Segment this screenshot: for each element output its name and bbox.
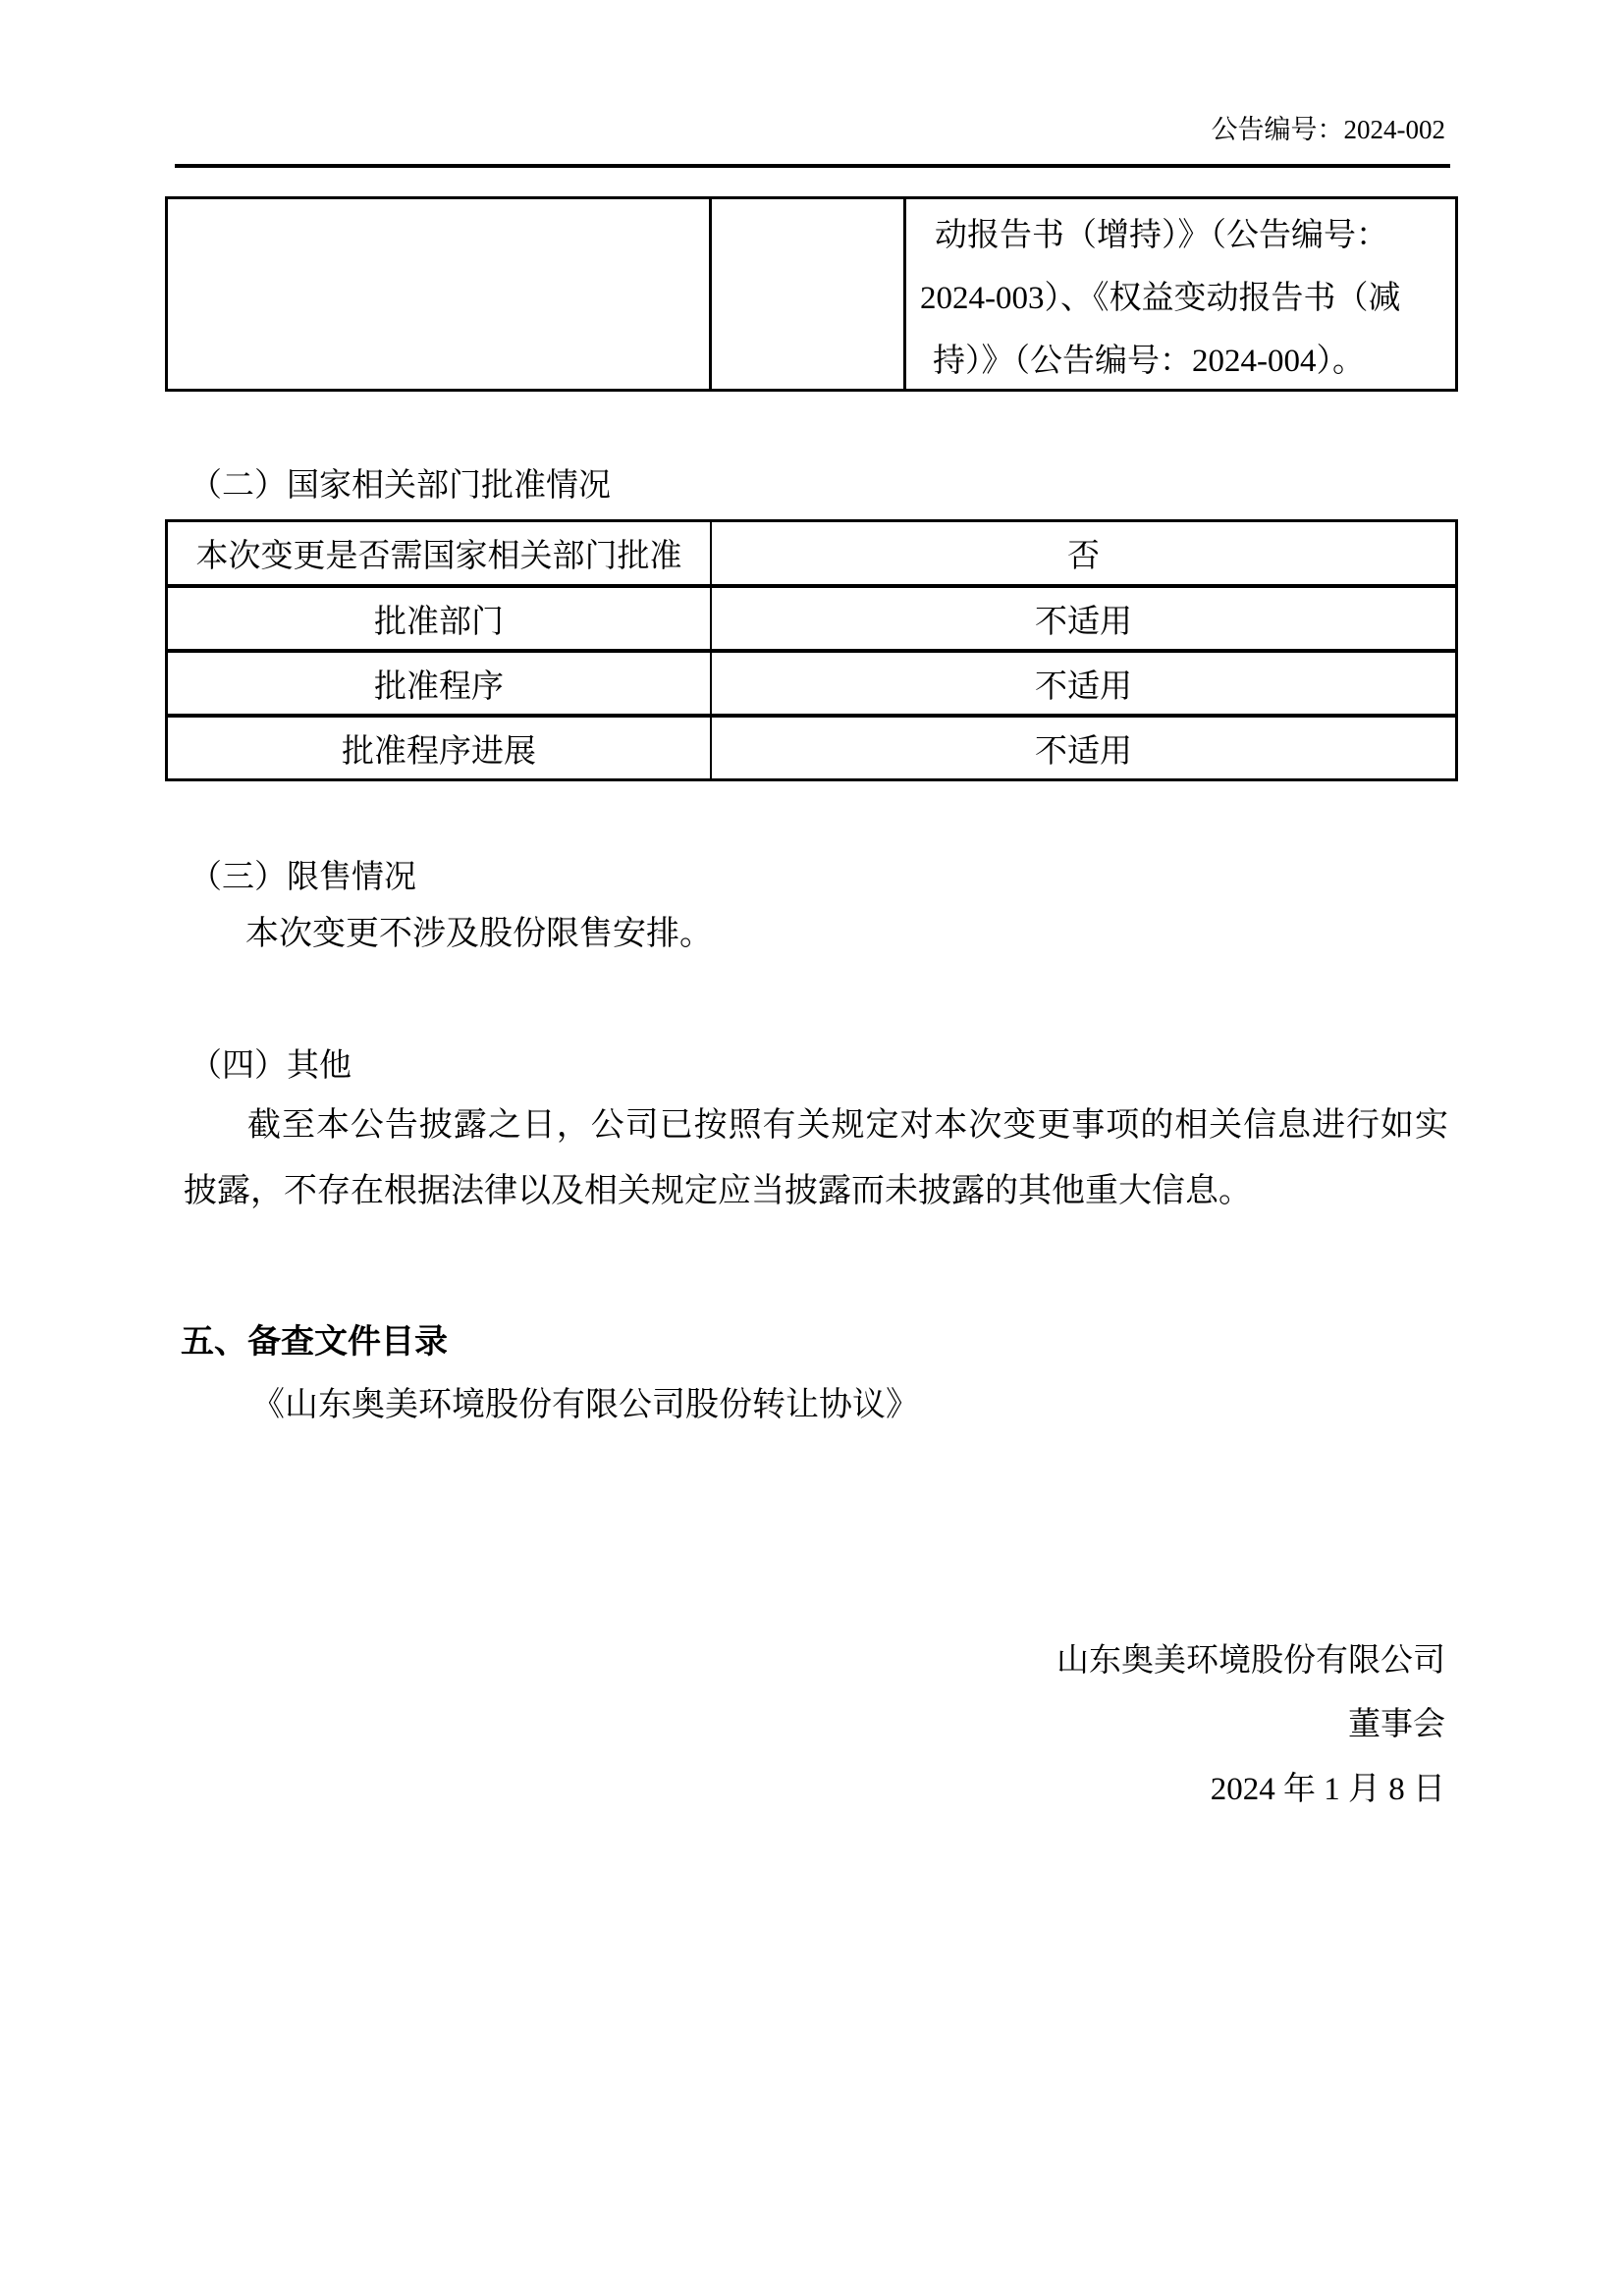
section-lockup-body: 本次变更不涉及股份限售安排。 [245,916,713,952]
table-cell-empty-left [168,199,709,389]
section-other-body: 截至本公告披露之日，公司已按照有关规定对本次变更事项的相关信息进行如实披露，不存在根据法律以及相关规定应当披露而未披露的其他重大信息。 [184,1107,1448,1209]
section-heading-other: （四）其他 [189,1048,352,1084]
cell-line: 持）》（公告编号：2024-004）。 [933,344,1365,379]
table-row [168,584,1455,649]
signature-board: 董事会 [1348,1707,1445,1742]
approval-table [165,519,1458,781]
table-cell-empty-middle [709,199,903,389]
table-cell-label: 批准程序进展 [342,733,536,770]
table-cell-value: 否 [710,522,1455,584]
continuation-table [165,196,1458,392]
table-cell-label: 批准部门 [374,604,504,640]
table-cell-label: 本次变更是否需国家相关部门批准 [195,539,682,574]
table-row [168,649,1455,714]
table-row [168,714,1455,778]
section-heading-lockup: （三）限售情况 [189,860,416,895]
table-cell-value: 不适用 [710,718,1455,778]
announcement-number: 公告编号：2024-002 [1211,115,1445,144]
section-heading-approval: （二）国家相关部门批准情况 [189,468,611,504]
table-cell-label: 批准程序 [374,668,504,705]
section-documents-body: 《山东奥美环境股份有限公司股份转让协议》 [251,1387,919,1423]
cell-line: 动报告书（增持）》（公告编号： [935,218,1388,253]
table-cell-announcement-refs [903,199,1455,389]
table-cell-value: 不适用 [710,588,1455,649]
table-cell-value: 不适用 [710,653,1455,714]
section-heading-documents: 五、备查文件目录 [181,1324,448,1361]
signature-date: 2024 年 1 月 8 日 [1210,1772,1445,1807]
signature-company: 山东奥美环境股份有限公司 [1056,1643,1445,1679]
header-rule [175,164,1450,168]
cell-line: 2024-003）、《权益变动报告书（减 [920,281,1401,316]
table-row [168,522,1455,584]
